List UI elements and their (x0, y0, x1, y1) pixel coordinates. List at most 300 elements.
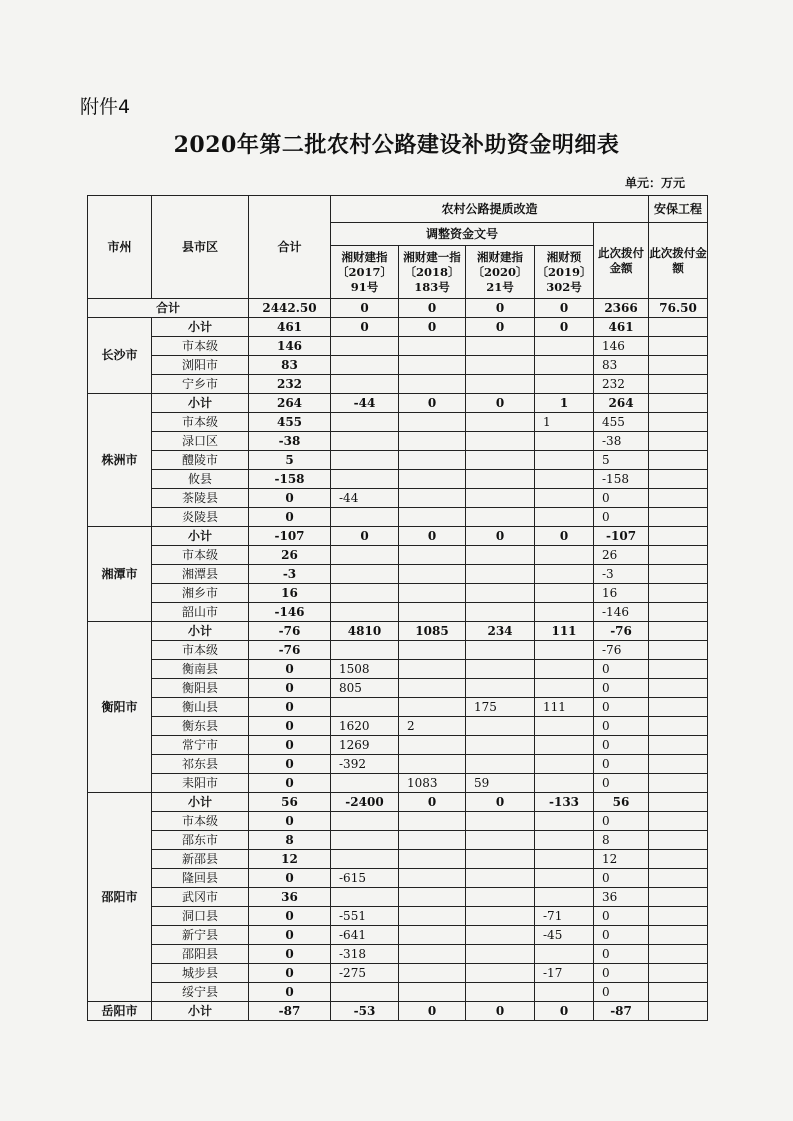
value-cell-safety (649, 907, 708, 926)
county-cell: 湘乡市 (152, 584, 249, 603)
attachment-label: 附件4 (80, 96, 131, 118)
county-cell: 炎陵县 (152, 508, 249, 527)
value-cell-total: 0 (249, 489, 331, 508)
value-cell-d4: 111 (535, 622, 594, 641)
value-cell-alloc: 0 (594, 926, 649, 945)
table-row (88, 964, 708, 983)
value-cell-total: -38 (249, 432, 331, 451)
value-cell-d2: 2 (399, 717, 466, 736)
value-cell-safety (649, 394, 708, 413)
table-row (88, 470, 708, 489)
header-doc4: 湘财预〔2019〕302号 (535, 246, 594, 299)
city-cell: 株洲市 (88, 394, 152, 527)
value-cell-d3 (466, 812, 535, 831)
value-cell-d1: 1508 (331, 660, 399, 679)
table-row (88, 850, 708, 869)
value-cell-alloc: 232 (594, 375, 649, 394)
value-cell-d4: -133 (535, 793, 594, 812)
value-cell-d2 (399, 755, 466, 774)
value-cell-alloc: -76 (594, 641, 649, 660)
value-cell-safety (649, 337, 708, 356)
value-cell-safety (649, 622, 708, 641)
value-cell-d1 (331, 375, 399, 394)
value-cell-safety (649, 413, 708, 432)
value-cell-d4: 0 (535, 527, 594, 546)
value-cell-total: 0 (249, 907, 331, 926)
value-cell-d2: 0 (399, 527, 466, 546)
value-cell-d4 (535, 451, 594, 470)
value-cell-total: 0 (249, 508, 331, 527)
value-cell-d3 (466, 717, 535, 736)
value-cell-safety (649, 869, 708, 888)
county-cell: 茶陵县 (152, 489, 249, 508)
table-row (88, 641, 708, 660)
value-cell-d2 (399, 584, 466, 603)
table-row (88, 413, 708, 432)
value-cell-d2: 0 (399, 318, 466, 337)
value-cell-alloc: 0 (594, 869, 649, 888)
county-cell: 小计 (152, 793, 249, 812)
value-cell-total: -3 (249, 565, 331, 584)
value-cell-d3 (466, 736, 535, 755)
table-row (88, 527, 708, 546)
value-cell-alloc: 0 (594, 945, 649, 964)
value-cell-alloc: 56 (594, 793, 649, 812)
value-cell-d3 (466, 565, 535, 584)
value-cell-d2 (399, 413, 466, 432)
value-cell-d2 (399, 432, 466, 451)
value-cell-safety (649, 945, 708, 964)
value-cell-d1: -392 (331, 755, 399, 774)
value-cell-d2 (399, 907, 466, 926)
value-cell-total: 8 (249, 831, 331, 850)
value-cell-total: 26 (249, 546, 331, 565)
value-cell-total: 232 (249, 375, 331, 394)
value-cell-d3 (466, 546, 535, 565)
value-cell-alloc: 0 (594, 736, 649, 755)
table-row (88, 451, 708, 470)
value-cell-safety (649, 964, 708, 983)
value-cell-d4 (535, 546, 594, 565)
value-cell-d3 (466, 679, 535, 698)
value-cell-d4 (535, 641, 594, 660)
county-cell: 邵阳县 (152, 945, 249, 964)
county-cell: 小计 (152, 318, 249, 337)
value-cell-total: -158 (249, 470, 331, 489)
value-cell-d4: 0 (535, 1002, 594, 1021)
value-cell-safety (649, 432, 708, 451)
value-cell-d1: -318 (331, 945, 399, 964)
table-row (88, 888, 708, 907)
header-safety-alloc: 此次拨付金额 (649, 223, 708, 299)
table-row (88, 603, 708, 622)
value-cell-d2 (399, 470, 466, 489)
value-cell-d1 (331, 565, 399, 584)
header-total: 合计 (249, 196, 331, 299)
county-cell: 市本级 (152, 546, 249, 565)
value-cell-total: 12 (249, 850, 331, 869)
value-cell-d1 (331, 356, 399, 375)
table-row (88, 584, 708, 603)
value-cell-d4 (535, 679, 594, 698)
value-cell-d3: 175 (466, 698, 535, 717)
value-cell-d4: -71 (535, 907, 594, 926)
value-cell-alloc: 0 (594, 679, 649, 698)
value-cell-d3 (466, 508, 535, 527)
city-cell: 衡阳市 (88, 622, 152, 793)
table-row (88, 945, 708, 964)
value-cell-safety (649, 812, 708, 831)
value-cell-safety (649, 527, 708, 546)
value-cell-d1 (331, 641, 399, 660)
header-doc2: 湘财建一指 〔2018〕183号 (399, 246, 466, 299)
value-cell-d2 (399, 964, 466, 983)
value-cell-d1: 0 (331, 318, 399, 337)
value-cell-d1 (331, 812, 399, 831)
value-cell-d2 (399, 546, 466, 565)
value-cell-total: 0 (249, 679, 331, 698)
value-cell-d2 (399, 375, 466, 394)
county-cell: 邵东市 (152, 831, 249, 850)
table-row (88, 546, 708, 565)
value-cell-d1: -2400 (331, 793, 399, 812)
county-cell: 武冈市 (152, 888, 249, 907)
value-cell-d1: 4810 (331, 622, 399, 641)
value-cell-alloc: -107 (594, 527, 649, 546)
value-cell-d1: -53 (331, 1002, 399, 1021)
table-row (88, 337, 708, 356)
table-row (88, 622, 708, 641)
subsidy-table (87, 195, 708, 1021)
value-cell-alloc: 83 (594, 356, 649, 375)
value-cell-d2: 1085 (399, 622, 466, 641)
county-cell: 耒阳市 (152, 774, 249, 793)
value-cell-total: 0 (249, 698, 331, 717)
value-cell-d3: 0 (466, 394, 535, 413)
value-cell-d4: -17 (535, 964, 594, 983)
value-cell-total: 0 (249, 983, 331, 1002)
value-cell-d3: 234 (466, 622, 535, 641)
table-row (88, 717, 708, 736)
grand-total-row (88, 299, 708, 318)
value-cell-safety (649, 679, 708, 698)
county-cell: 湘潭县 (152, 565, 249, 584)
value-cell-alloc: 461 (594, 318, 649, 337)
value-cell-d1 (331, 888, 399, 907)
value-cell-d4 (535, 717, 594, 736)
value-cell-d3 (466, 964, 535, 983)
table-row (88, 812, 708, 831)
grand-total-d4: 0 (535, 299, 594, 318)
value-cell-d3: 59 (466, 774, 535, 793)
value-cell-d3 (466, 869, 535, 888)
value-cell-safety (649, 717, 708, 736)
county-cell: 小计 (152, 622, 249, 641)
value-cell-d2 (399, 489, 466, 508)
value-cell-total: 5 (249, 451, 331, 470)
value-cell-d2 (399, 641, 466, 660)
value-cell-d3 (466, 850, 535, 869)
value-cell-d2 (399, 679, 466, 698)
value-cell-d3: 0 (466, 318, 535, 337)
value-cell-safety (649, 926, 708, 945)
grand-total-d2: 0 (399, 299, 466, 318)
value-cell-alloc: 5 (594, 451, 649, 470)
value-cell-d4 (535, 755, 594, 774)
county-cell: 新宁县 (152, 926, 249, 945)
value-cell-safety (649, 565, 708, 584)
value-cell-alloc: 0 (594, 907, 649, 926)
table-row (88, 869, 708, 888)
value-cell-d3: 0 (466, 527, 535, 546)
county-cell: 绥宁县 (152, 983, 249, 1002)
city-cell: 长沙市 (88, 318, 152, 394)
table-row (88, 432, 708, 451)
value-cell-alloc: 264 (594, 394, 649, 413)
county-cell: 市本级 (152, 812, 249, 831)
header-road-upgrade: 农村公路提质改造 (331, 196, 649, 223)
value-cell-d3 (466, 945, 535, 964)
value-cell-d4 (535, 812, 594, 831)
county-cell: 宁乡市 (152, 375, 249, 394)
value-cell-total: 0 (249, 755, 331, 774)
value-cell-d4 (535, 774, 594, 793)
value-cell-safety (649, 546, 708, 565)
table-row (88, 375, 708, 394)
value-cell-total: -107 (249, 527, 331, 546)
table-row (88, 508, 708, 527)
value-cell-d1: -44 (331, 394, 399, 413)
county-cell: 祁东县 (152, 755, 249, 774)
value-cell-d4 (535, 432, 594, 451)
county-cell: 衡东县 (152, 717, 249, 736)
value-cell-alloc: 146 (594, 337, 649, 356)
value-cell-d1: -641 (331, 926, 399, 945)
value-cell-alloc: 0 (594, 774, 649, 793)
value-cell-total: -87 (249, 1002, 331, 1021)
county-cell: 衡阳县 (152, 679, 249, 698)
grand-total-value: 2442.50 (249, 299, 331, 318)
value-cell-safety (649, 660, 708, 679)
county-cell: 浏阳市 (152, 356, 249, 375)
value-cell-d2 (399, 698, 466, 717)
county-cell: 隆回县 (152, 869, 249, 888)
table-row (88, 1002, 708, 1021)
value-cell-total: 0 (249, 869, 331, 888)
table-row (88, 489, 708, 508)
value-cell-d2: 0 (399, 394, 466, 413)
value-cell-safety (649, 356, 708, 375)
value-cell-d1 (331, 470, 399, 489)
value-cell-d3 (466, 755, 535, 774)
value-cell-d4 (535, 945, 594, 964)
value-cell-d2 (399, 869, 466, 888)
value-cell-d4 (535, 603, 594, 622)
value-cell-safety (649, 831, 708, 850)
value-cell-d1: 1620 (331, 717, 399, 736)
value-cell-d2 (399, 812, 466, 831)
table-row (88, 755, 708, 774)
value-cell-alloc: 0 (594, 508, 649, 527)
header-city: 市州 (88, 196, 152, 299)
county-cell: 常宁市 (152, 736, 249, 755)
value-cell-safety (649, 698, 708, 717)
county-cell: 渌口区 (152, 432, 249, 451)
value-cell-d2 (399, 888, 466, 907)
value-cell-d4 (535, 565, 594, 584)
value-cell-total: -76 (249, 641, 331, 660)
header-row-1 (88, 196, 708, 223)
value-cell-d4 (535, 736, 594, 755)
value-cell-d2 (399, 926, 466, 945)
value-cell-d4: 111 (535, 698, 594, 717)
value-cell-safety (649, 318, 708, 337)
value-cell-d4 (535, 508, 594, 527)
value-cell-total: 0 (249, 926, 331, 945)
value-cell-d4 (535, 375, 594, 394)
value-cell-d4 (535, 888, 594, 907)
value-cell-alloc: 0 (594, 660, 649, 679)
value-cell-d3 (466, 413, 535, 432)
value-cell-d1 (331, 508, 399, 527)
grand-total-safety: 76.50 (649, 299, 708, 318)
value-cell-d1: -44 (331, 489, 399, 508)
value-cell-d3 (466, 584, 535, 603)
value-cell-total: 0 (249, 812, 331, 831)
value-cell-d2 (399, 508, 466, 527)
value-cell-d3 (466, 641, 535, 660)
header-safety: 安保工程 (649, 196, 708, 223)
value-cell-d3 (466, 451, 535, 470)
value-cell-d2 (399, 451, 466, 470)
value-cell-total: -76 (249, 622, 331, 641)
value-cell-d4: -45 (535, 926, 594, 945)
value-cell-safety (649, 755, 708, 774)
county-cell: 洞口县 (152, 907, 249, 926)
value-cell-safety (649, 850, 708, 869)
table-row (88, 660, 708, 679)
value-cell-safety (649, 451, 708, 470)
city-cell: 岳阳市 (88, 1002, 152, 1021)
value-cell-alloc: 0 (594, 983, 649, 1002)
value-cell-d3 (466, 660, 535, 679)
value-cell-d4: 0 (535, 318, 594, 337)
value-cell-safety (649, 1002, 708, 1021)
value-cell-d2 (399, 565, 466, 584)
value-cell-d4 (535, 660, 594, 679)
value-cell-total: 461 (249, 318, 331, 337)
header-doc1: 湘财建指〔2017〕91号 (331, 246, 399, 299)
value-cell-d3: 0 (466, 793, 535, 812)
value-cell-safety (649, 603, 708, 622)
value-cell-d1 (331, 451, 399, 470)
table-row (88, 565, 708, 584)
table-row (88, 793, 708, 812)
value-cell-d3 (466, 470, 535, 489)
grand-total-d1: 0 (331, 299, 399, 318)
county-cell: 攸县 (152, 470, 249, 489)
value-cell-safety (649, 508, 708, 527)
value-cell-total: 0 (249, 774, 331, 793)
value-cell-d4 (535, 489, 594, 508)
county-cell: 小计 (152, 527, 249, 546)
value-cell-d2 (399, 337, 466, 356)
header-county: 县市区 (152, 196, 249, 299)
value-cell-total: 0 (249, 964, 331, 983)
table-row (88, 698, 708, 717)
page-title: 2020年第二批农村公路建设补助资金明细表 (173, 132, 620, 158)
value-cell-alloc: 0 (594, 717, 649, 736)
value-cell-total: 36 (249, 888, 331, 907)
value-cell-alloc: 0 (594, 755, 649, 774)
value-cell-alloc: 26 (594, 546, 649, 565)
value-cell-d3 (466, 983, 535, 1002)
header-this-alloc: 此次拨付金额 (594, 223, 649, 299)
value-cell-d1: 1269 (331, 736, 399, 755)
value-cell-d4: 1 (535, 394, 594, 413)
table-row (88, 926, 708, 945)
value-cell-safety (649, 983, 708, 1002)
value-cell-d1 (331, 546, 399, 565)
value-cell-d4 (535, 337, 594, 356)
value-cell-safety (649, 774, 708, 793)
value-cell-d1 (331, 413, 399, 432)
value-cell-alloc: 0 (594, 698, 649, 717)
value-cell-d4: 1 (535, 413, 594, 432)
county-cell: 市本级 (152, 641, 249, 660)
value-cell-d3 (466, 603, 535, 622)
value-cell-alloc: 0 (594, 812, 649, 831)
value-cell-d2 (399, 356, 466, 375)
value-cell-d1 (331, 432, 399, 451)
value-cell-d1 (331, 850, 399, 869)
value-cell-total: -146 (249, 603, 331, 622)
value-cell-alloc: 8 (594, 831, 649, 850)
value-cell-total: 0 (249, 736, 331, 755)
value-cell-d2 (399, 831, 466, 850)
table-row (88, 679, 708, 698)
value-cell-d1: 805 (331, 679, 399, 698)
table-row (88, 907, 708, 926)
value-cell-d1 (331, 774, 399, 793)
grand-total-d3: 0 (466, 299, 535, 318)
value-cell-safety (649, 641, 708, 660)
value-cell-d4 (535, 831, 594, 850)
county-cell: 市本级 (152, 337, 249, 356)
county-cell: 韶山市 (152, 603, 249, 622)
value-cell-alloc: -38 (594, 432, 649, 451)
value-cell-alloc: -146 (594, 603, 649, 622)
county-cell: 城步县 (152, 964, 249, 983)
value-cell-d1: 0 (331, 527, 399, 546)
value-cell-d2 (399, 736, 466, 755)
value-cell-total: 455 (249, 413, 331, 432)
header-doc3: 湘财建指〔2020〕21号 (466, 246, 535, 299)
value-cell-total: 0 (249, 717, 331, 736)
value-cell-d4 (535, 983, 594, 1002)
value-cell-alloc: -87 (594, 1002, 649, 1021)
value-cell-d4 (535, 869, 594, 888)
value-cell-d2 (399, 603, 466, 622)
table-row (88, 983, 708, 1002)
grand-total-alloc: 2366 (594, 299, 649, 318)
value-cell-alloc: 36 (594, 888, 649, 907)
value-cell-safety (649, 888, 708, 907)
value-cell-d1 (331, 584, 399, 603)
value-cell-safety (649, 736, 708, 755)
value-cell-alloc: 16 (594, 584, 649, 603)
value-cell-d1 (331, 831, 399, 850)
